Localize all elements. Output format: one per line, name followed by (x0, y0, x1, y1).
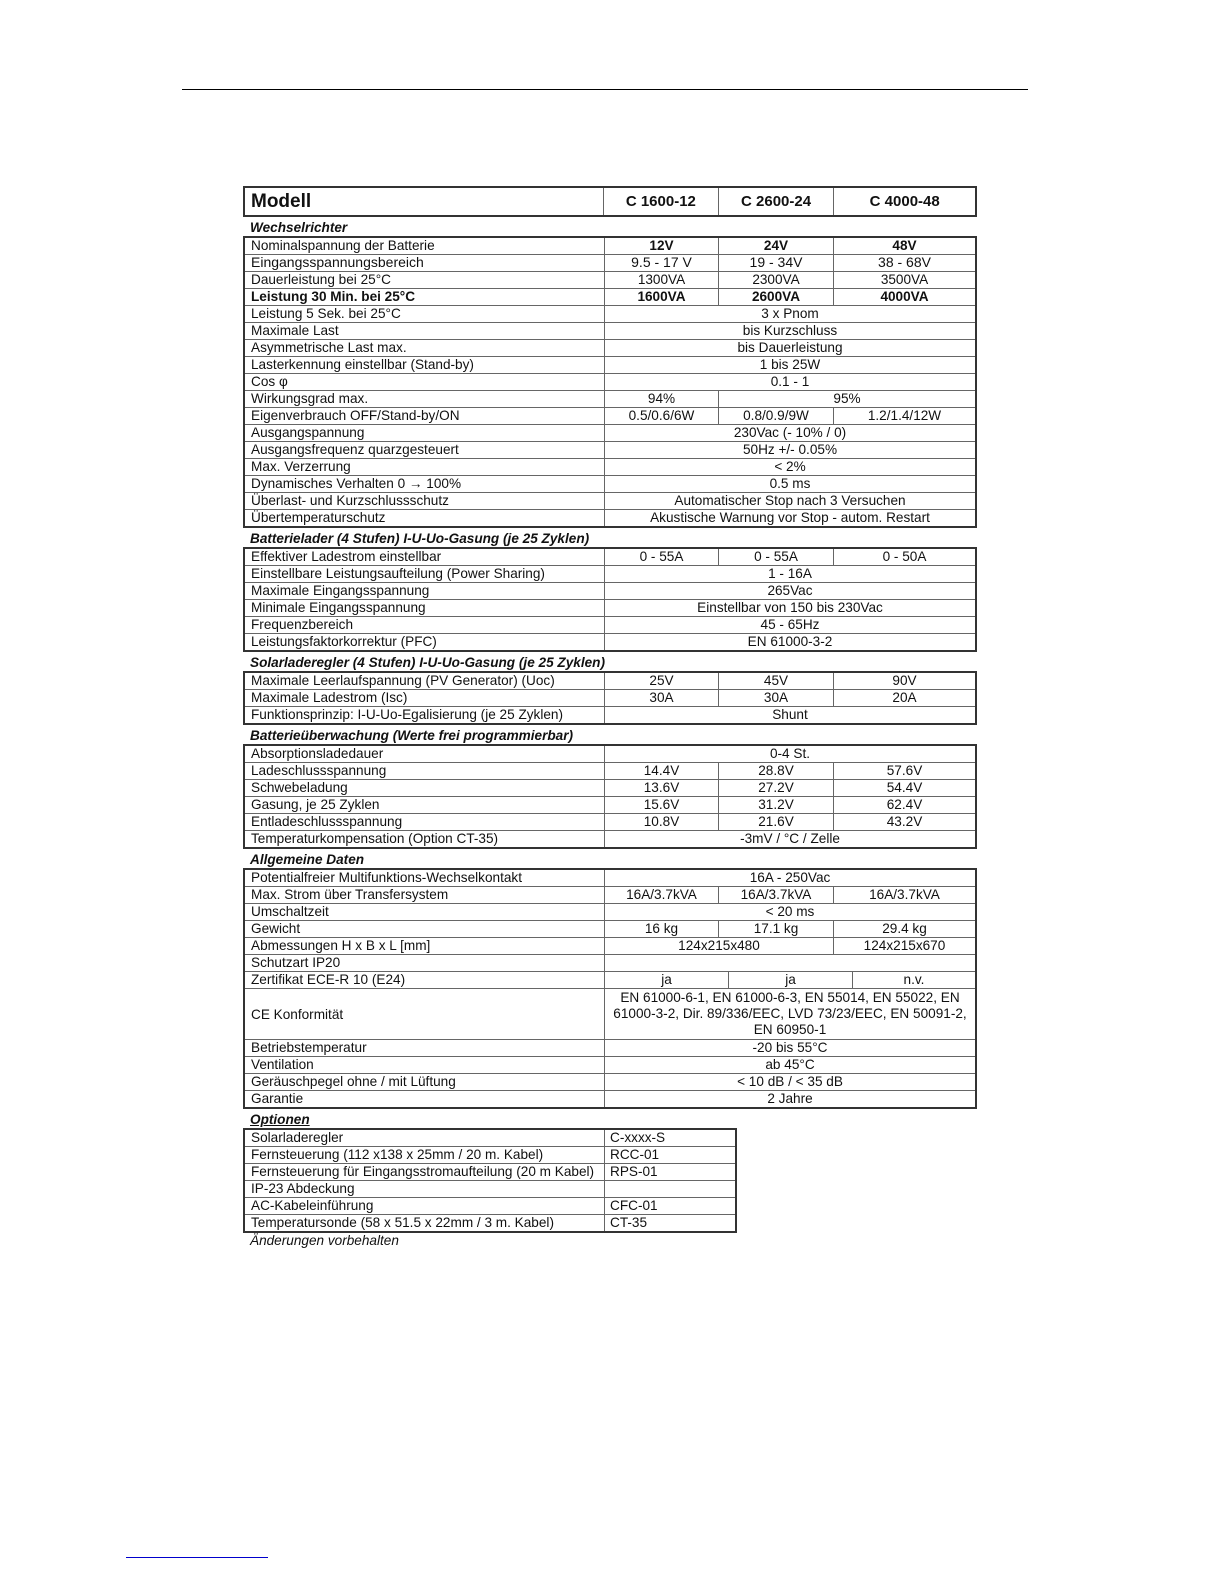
cell: 12V (605, 238, 719, 254)
cell: 0.5 ms (769, 476, 811, 491)
row-label: Fernsteuerung für Eingangsstromaufteilung (20 m Kabel) (245, 1164, 605, 1180)
cell: 31.2V (719, 797, 834, 813)
general-table (243, 868, 977, 1109)
cell: Shunt (772, 707, 808, 722)
cell: 0 - 55A (719, 549, 834, 565)
cell: 0.1 - 1 (770, 374, 810, 389)
row-label: Betriebstemperatur (245, 1040, 605, 1056)
cell: < 2% (774, 459, 806, 474)
charger-table (243, 547, 977, 652)
cell: 62.4V (886, 797, 923, 812)
table-row (245, 238, 975, 254)
row-label: Fernsteuerung (112 x138 x 25mm / 20 m. Kabel) (245, 1147, 605, 1163)
cell: 24V (719, 238, 834, 254)
cell: CT-35 (610, 1215, 648, 1230)
cell: 16A/3.7kVA (719, 887, 834, 903)
row-label: AC-Kabeleinführung (245, 1198, 605, 1214)
table-row (245, 954, 975, 971)
row-label: Potentialfreier Multifunktions-Wechselkontakt (245, 870, 605, 886)
cell: 45 - 65Hz (760, 617, 820, 632)
cell (605, 955, 975, 971)
section-title-inverter: Wechselrichter (250, 220, 348, 235)
row-label: Maximale Leerlaufspannung (PV Generator) (Uoc) (245, 673, 605, 689)
cell: 17.1 kg (719, 921, 834, 937)
cell: 90V (892, 673, 917, 688)
row-label: Leistungsfaktorkorrektur (PFC) (245, 634, 605, 650)
cell: 19 - 34V (719, 255, 834, 271)
cell: Einstellbar von 150 bis 230Vac (697, 600, 883, 615)
section-title-options: Optionen (250, 1112, 310, 1127)
cell: 230Vac (- 10% / 0) (733, 425, 847, 440)
cell: 1 - 16A (768, 566, 812, 581)
row-label: Übertemperaturschutz (245, 510, 605, 526)
row-label: Max. Strom über Transfersystem (245, 887, 605, 903)
cell (605, 1181, 735, 1197)
table-row (245, 903, 975, 920)
cell: 4000VA (880, 289, 929, 304)
cell: bis Kurzschluss (742, 323, 838, 338)
cell: RCC-01 (610, 1147, 660, 1162)
spec-sheet (243, 186, 977, 1249)
row-label: Temperaturkompensation (Option CT-35) (245, 831, 605, 847)
row-label: Cos φ (245, 374, 605, 390)
table-row (245, 830, 975, 847)
row-label: Ausgangsfrequenz quarzgesteuert (245, 442, 605, 458)
section-title-solar: Solarladeregler (4 Stufen) I-U-Uo-Gasung (je 25 Zyklen) (250, 655, 606, 670)
cell: EN 61000-6-1, EN 61000-6-3, EN 55014, EN 55022, EN 61000-3-2, Dir. 89/336/EEC, LVD 73/23/EEC, EN 50091-2, EN 60950-1 (613, 990, 967, 1037)
table-row (245, 322, 975, 339)
cell: 1.2/1.4/12W (867, 408, 942, 423)
cell: 0.5/0.6/6W (605, 408, 719, 424)
cell: < 10 dB / < 35 dB (737, 1074, 843, 1089)
table-row (245, 673, 975, 689)
table-row (245, 1056, 975, 1073)
row-label: Einstellbare Leistungsaufteilung (Power Sharing) (245, 566, 605, 582)
cell: RPS-01 (610, 1164, 658, 1179)
row-label: Minimale Eingangsspannung (245, 600, 605, 616)
model-header-row (243, 186, 977, 217)
section-title-charger: Batterielader (4 Stufen) I-U-Uo-Gasung (je 25 Zyklen) (250, 531, 590, 546)
table-row (245, 1180, 735, 1197)
row-label: Asymmetrische Last max. (245, 340, 605, 356)
table-row (245, 599, 975, 616)
row-label: Gasung, je 25 Zyklen (245, 797, 605, 813)
row-label: Ladeschlussspannung (245, 763, 605, 779)
cell: 21.6V (719, 814, 834, 830)
cell: 16 kg (605, 921, 719, 937)
cell: 38 - 68V (878, 254, 931, 270)
table-row (245, 305, 975, 322)
row-label: Maximale Ladestrom (Isc) (245, 690, 605, 706)
row-label: Ventilation (245, 1057, 605, 1073)
options-table (243, 1128, 737, 1233)
cell: 20A (892, 690, 917, 705)
row-label: Abmessungen H x B x L [mm] (245, 938, 605, 954)
cell: CFC-01 (610, 1198, 658, 1213)
table-row (245, 407, 975, 424)
row-label: Leistung 5 Sek. bei 25°C (245, 306, 605, 322)
table-row (245, 458, 975, 475)
cell: 1600VA (605, 289, 719, 305)
table-row (245, 1073, 975, 1090)
cell: 57.6V (886, 763, 923, 778)
row-label: Überlast- und Kurzschlussschutz (245, 493, 605, 509)
row-label: Maximale Eingangsspannung (245, 583, 605, 599)
cell: 2 Jahre (767, 1091, 813, 1106)
table-row (245, 796, 975, 813)
cell: 124x215x670 (863, 938, 946, 953)
table-row (245, 271, 975, 288)
table-row (245, 1039, 975, 1056)
row-label: Zertifikat ECE-R 10 (E24) (245, 972, 605, 988)
row-label: IP-23 Abdeckung (245, 1181, 605, 1197)
table-row (245, 920, 975, 937)
row-label: Temperatursonde (58 x 51.5 x 22mm / 3 m. Kabel) (245, 1215, 605, 1231)
table-row (245, 633, 975, 650)
footnote-rule (126, 1557, 268, 1558)
cell: 2600VA (719, 289, 834, 305)
cell: 28.8V (719, 763, 834, 779)
cell: n.v. (903, 972, 925, 987)
cell: 29.4 kg (882, 921, 927, 936)
row-label: Schwebeladung (245, 780, 605, 796)
table-row (245, 254, 975, 271)
row-label: Absorptionsladedauer (245, 746, 605, 762)
footnote: Änderungen vorbehalten (250, 1233, 399, 1248)
table-row (245, 706, 975, 723)
table-row (245, 1163, 735, 1180)
cell: bis Dauerleistung (737, 340, 843, 355)
cell: 45V (719, 673, 834, 689)
table-row (245, 424, 975, 441)
cell: 3 x Pnom (761, 306, 819, 321)
row-label: Eigenverbrauch OFF/Stand-by/ON (245, 408, 605, 424)
section-title-monitor: Batterieüberwachung (Werte frei programmierbar) (250, 728, 574, 743)
cell: 13.6V (605, 780, 719, 796)
row-label: CE Konformität (245, 989, 605, 1039)
cell: 15.6V (605, 797, 719, 813)
table-row (245, 492, 975, 509)
cell: 3500VA (880, 272, 929, 287)
table-row (245, 356, 975, 373)
table-row (245, 746, 975, 762)
cell: 50Hz +/- 0.05% (742, 442, 838, 457)
table-row (245, 288, 975, 305)
model-c2600: C 2600-24 (719, 188, 835, 215)
table-row (245, 762, 975, 779)
table-row (245, 1197, 735, 1214)
table-row (245, 582, 975, 599)
cell: 54.4V (886, 780, 923, 795)
table-row (245, 373, 975, 390)
table-row (245, 937, 975, 954)
cell: 1 bis 25W (759, 357, 821, 372)
row-label: Geräuschpegel ohne / mit Lüftung (245, 1074, 605, 1090)
row-label: Garantie (245, 1091, 605, 1107)
row-label: Ausgangspannung (245, 425, 605, 441)
table-row (245, 565, 975, 582)
table-row (245, 1130, 735, 1146)
row-label: Eingangsspannungsbereich (245, 255, 605, 271)
model-c1600: C 1600-12 (604, 188, 719, 215)
cell: 14.4V (605, 763, 719, 779)
table-row (245, 509, 975, 526)
table-row (245, 988, 975, 1039)
row-label: Leistung 30 Min. bei 25°C (245, 289, 605, 305)
table-row (245, 616, 975, 633)
cell: 1300VA (605, 272, 719, 288)
solar-table (243, 671, 977, 725)
cell: ab 45°C (765, 1057, 815, 1072)
row-label: Frequenzbereich (245, 617, 605, 633)
table-row (245, 339, 975, 356)
row-label: Dauerleistung bei 25°C (245, 272, 605, 288)
cell: 0 - 50A (882, 549, 927, 564)
table-row (245, 475, 975, 492)
cell: Akustische Warnung vor Stop - autom. Restart (650, 510, 930, 525)
row-label: Lasterkennung einstellbar (Stand-by) (245, 357, 605, 373)
table-row (245, 813, 975, 830)
monitor-table (243, 744, 977, 849)
cell: 16A/3.7kVA (869, 887, 940, 902)
inverter-table (243, 236, 977, 528)
cell: 0-4 St. (769, 746, 811, 761)
row-label: Maximale Last (245, 323, 605, 339)
cell: EN 61000-3-2 (747, 634, 833, 649)
cell: C-xxxx-S (610, 1130, 666, 1145)
row-label: Dynamisches Verhalten 0 → 100% (245, 476, 605, 492)
header-rule (182, 89, 1028, 90)
table-row (245, 689, 975, 706)
cell: < 20 ms (765, 904, 815, 919)
cell: -3mV / °C / Zelle (740, 831, 840, 846)
model-label: Modell (245, 188, 604, 215)
table-row (245, 779, 975, 796)
row-label: Schutzart IP20 (245, 955, 605, 971)
row-label: Entladeschlussspannung (245, 814, 605, 830)
cell: 10.8V (605, 814, 719, 830)
table-row (245, 390, 975, 407)
row-label: Solarladeregler (245, 1130, 605, 1146)
cell: 30A (605, 690, 719, 706)
model-c4000: C 4000-48 (869, 193, 940, 210)
cell: Automatischer Stop nach 3 Versuchen (674, 493, 906, 508)
cell: 124x215x480 (605, 938, 834, 954)
row-label: Max. Verzerrung (245, 459, 605, 475)
table-row (245, 1146, 735, 1163)
cell: 27.2V (719, 780, 834, 796)
row-label: Nominalspannung der Batterie (245, 238, 605, 254)
row-label: Gewicht (245, 921, 605, 937)
table-row (245, 441, 975, 458)
cell: 30A (719, 690, 834, 706)
row-label: Umschaltzeit (245, 904, 605, 920)
cell: 43.2V (886, 814, 923, 829)
table-row (245, 870, 975, 886)
cell: ja (605, 972, 729, 988)
cell: 25V (605, 673, 719, 689)
cell: 265Vac (767, 583, 813, 598)
cell: 48V (892, 238, 917, 253)
table-row (245, 886, 975, 903)
row-label: Funktionsprinzip: I-U-Uo-Egalisierung (je 25 Zyklen) (245, 707, 605, 723)
cell: ja (729, 972, 853, 988)
cell: 95% (833, 391, 861, 406)
table-row (245, 549, 975, 565)
cell: 0.8/0.9/9W (719, 408, 834, 424)
cell: 9.5 - 17 V (605, 255, 719, 271)
cell: 94% (605, 391, 719, 407)
table-row (245, 1214, 735, 1231)
cell: 16A - 250Vac (749, 870, 831, 885)
row-label: Wirkungsgrad max. (245, 391, 605, 407)
cell: 2300VA (719, 272, 834, 288)
table-row (245, 971, 975, 988)
cell: -20 bis 55°C (752, 1040, 828, 1055)
table-row (245, 1090, 975, 1107)
cell: 16A/3.7kVA (605, 887, 719, 903)
row-label: Effektiver Ladestrom einstellbar (245, 549, 605, 565)
cell: 0 - 55A (605, 549, 719, 565)
section-title-general: Allgemeine Daten (250, 852, 365, 867)
